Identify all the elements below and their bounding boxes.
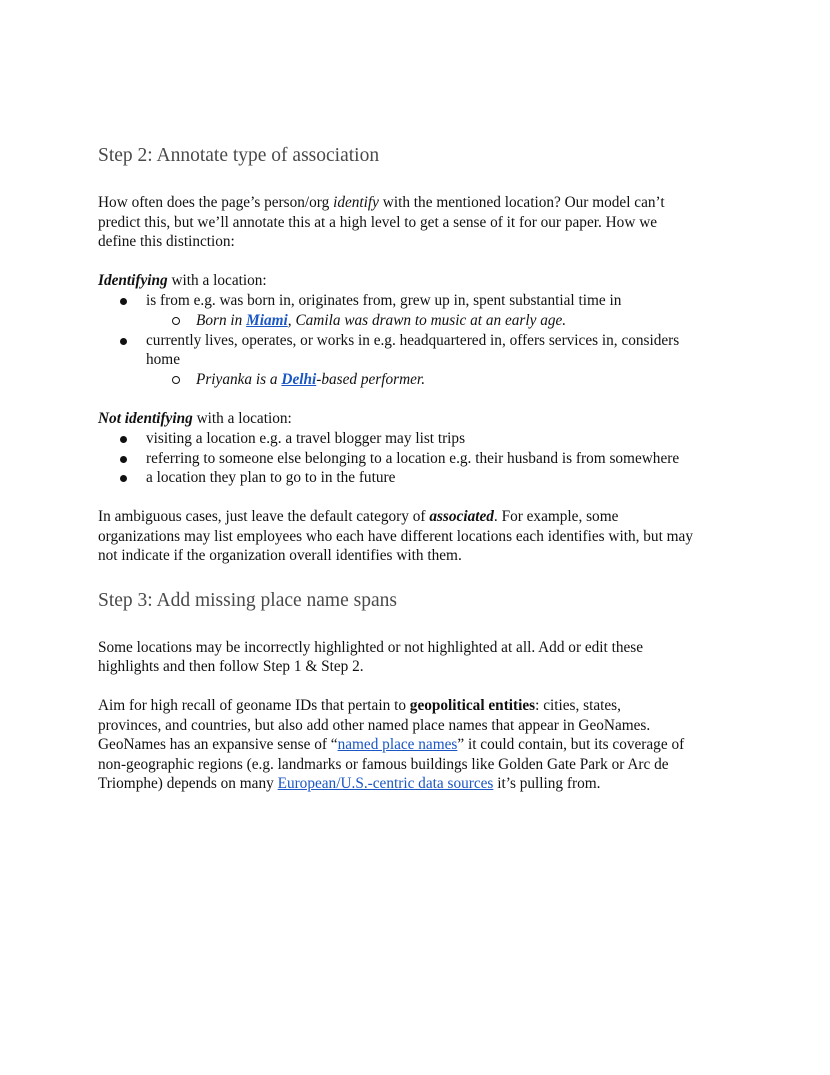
step3-p2-line3: GeoNames has an expansive sense of “named place names” it could contain, but its coverage of	[98, 736, 685, 753]
geopolitical-entities-emphasis: geopolitical entities	[409, 697, 536, 714]
ambiguous-line1: In ambiguous cases, just leave the default category of associated. For example, some	[98, 508, 619, 525]
step2-heading: Step 2: Annotate type of association	[98, 145, 380, 166]
associated-emphasis: associated	[429, 508, 494, 525]
bullet-icon	[120, 338, 127, 345]
sub-bullet-icon	[172, 317, 180, 325]
bullet-icon	[120, 475, 127, 482]
step3-p2-line4: non-geographic regions (e.g. landmarks or famous buildings like Golden Gate Park or Arc de	[98, 756, 669, 773]
bullet-icon	[120, 436, 127, 443]
sub-bullet-icon	[172, 376, 180, 384]
step3-p1-line1: Some locations may be incorrectly highlighted or not highlighted at all. Add or edit these	[98, 639, 644, 656]
ambiguous-line2: organizations may list employees who each have different locations each identifies with, but may	[98, 528, 693, 545]
step3-p2-line5: Triomphe) depends on many European/U.S.-centric data sources it’s pulling from.	[98, 775, 601, 792]
step2-intro-line1: How often does the page’s person/org identify with the mentioned location? Our model can’t	[98, 194, 665, 211]
step3-p2-line1: Aim for high recall of geoname IDs that pertain to geopolitical entities: cities, states,	[98, 697, 621, 714]
step3-heading: Step 3: Add missing place name spans	[98, 590, 397, 611]
miami-link[interactable]: Miami	[246, 312, 288, 329]
step3-p2-line2: provinces, and countries, but also add other named place names that appear in GeoNames.	[98, 717, 651, 734]
step2-intro-line2: predict this, but we’ll annotate this at a high level to get a sense of it for our paper. How we	[98, 214, 658, 231]
named-place-names-link[interactable]: named place names	[337, 736, 458, 753]
step3-p1-line2: highlights and then follow Step 1 & Step 2.	[98, 658, 364, 675]
data-sources-link[interactable]: European/U.S.-centric data sources	[277, 775, 494, 792]
identifying-heading: Identifying with a location:	[98, 272, 267, 289]
delhi-link[interactable]: Delhi	[281, 371, 317, 388]
not-identifying-heading: Not identifying with a location:	[98, 410, 292, 427]
bullet-icon	[120, 456, 127, 463]
identify-emphasis: identify	[333, 194, 379, 211]
ambiguous-line3: not indicate if the organization overall identifies with them.	[98, 547, 462, 564]
bullet-icon	[120, 298, 127, 305]
step2-intro-line3: define this distinction:	[98, 233, 235, 250]
